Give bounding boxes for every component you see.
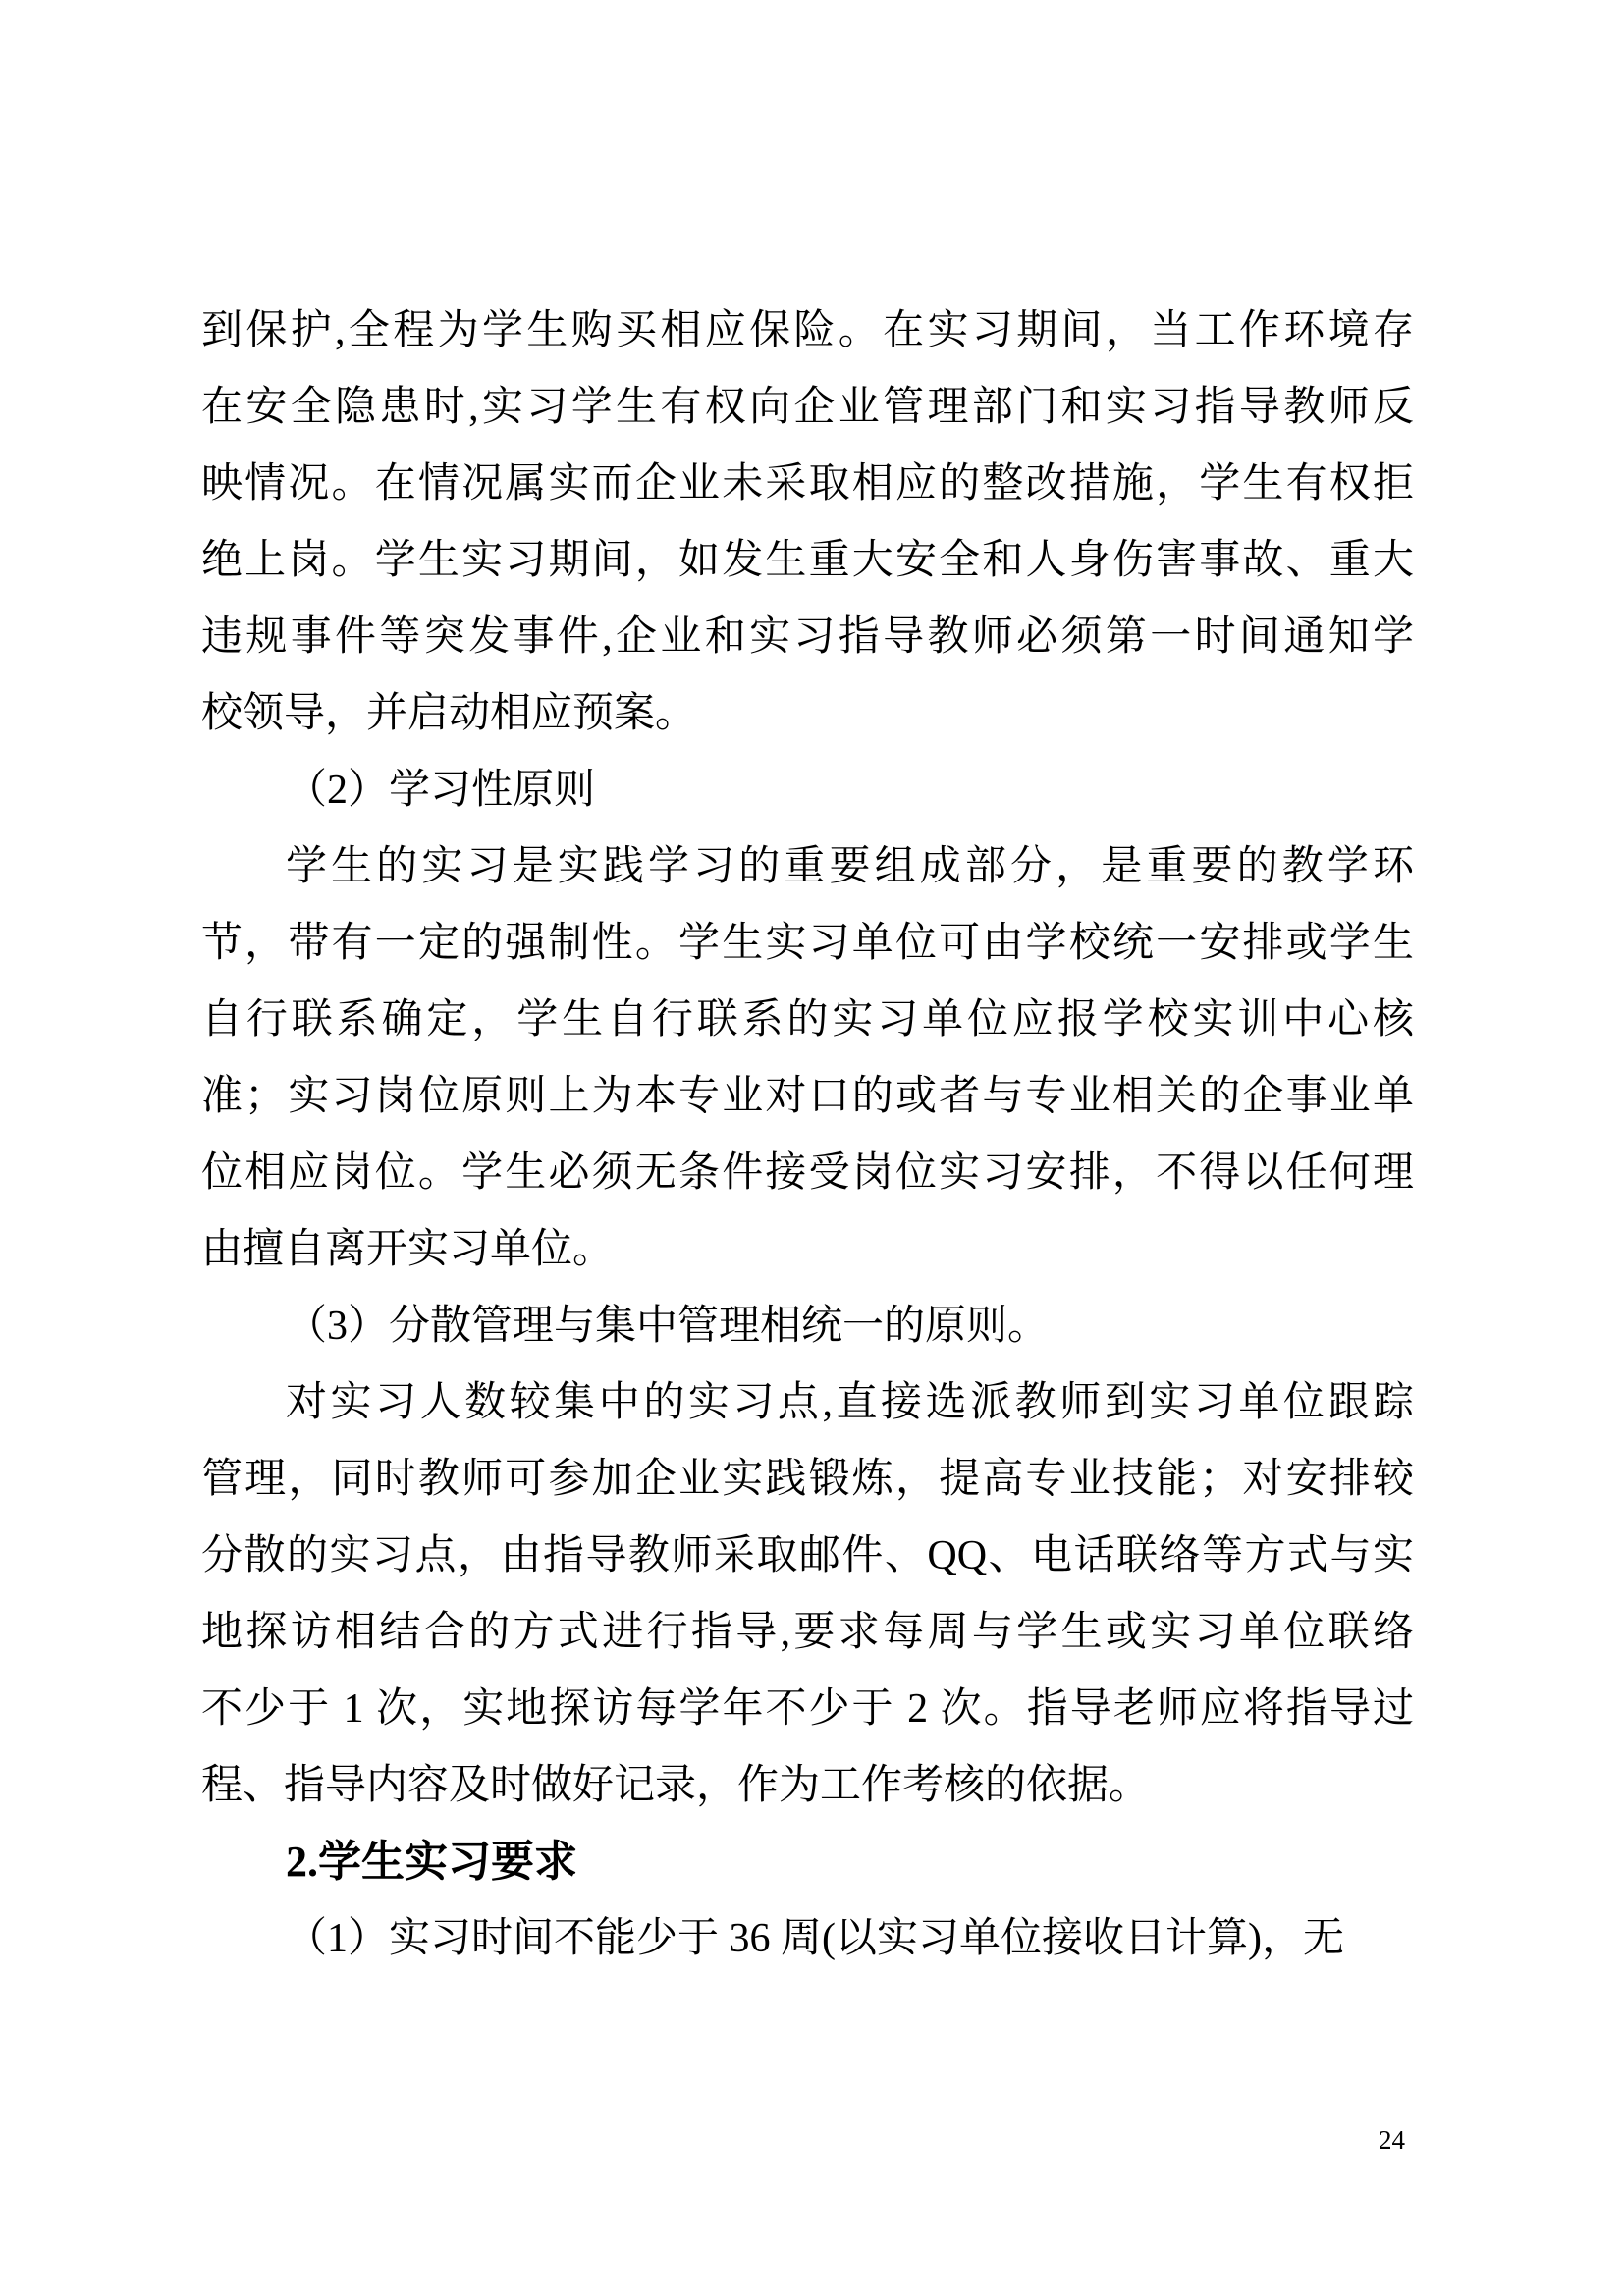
text-line: 节，带有一定的强制性。学生实习单位可由学校统一安排或学生 [201,921,1414,966]
text-line: 到保护,全程为学生购买相应保险。在实习期间，当工作环境存 [201,308,1414,353]
text-line: 位相应岗位。学生必须无条件接受岗位实习安排，不得以任何理 [201,1150,1414,1196]
text-line: 对实习人数较集中的实习点,直接选派教师到实习单位跟踪 [286,1380,1414,1425]
text-line: 学生的实习是实践学习的重要组成部分，是重要的教学环 [286,844,1414,889]
text-line: 绝上岗。学生实习期间，如发生重大安全和人身伤害事故、重大 [201,538,1414,583]
text-line: 准；实习岗位原则上为本专业对口的或者与专业相关的企事业单 [201,1074,1414,1119]
text-line: 管理，同时教师可参加企业实践锻炼，提高专业技能；对安排较 [201,1457,1414,1502]
text-line: 不少于 1 次，实地探访每学年不少于 2 次。指导老师应将指导过 [201,1686,1414,1732]
text-line: 自行联系确定，学生自行联系的实习单位应报学校实训中心核 [201,997,1414,1042]
text-line: （1）实习时间不能少于 36 周(以实习单位接收日计算)，无 [286,1916,1344,1961]
text-line: 2.学生实习要求 [286,1838,577,1886]
text-line: 校领导，并启动相应预案。 [201,691,697,736]
text-line: 地探访相结合的方式进行指导,要求每周与学生或实习单位联络 [201,1610,1414,1655]
text-line: 由擅自离开实习单位。 [201,1227,615,1272]
text-line: 分散的实习点，由指导教师采取邮件、QQ、电话联络等方式与实 [201,1533,1414,1578]
text-line: 映情况。在情况属实而企业未采取相应的整改措施，学生有权拒 [201,461,1414,507]
text-line: 程、指导内容及时做好记录，作为工作考核的依据。 [201,1763,1151,1808]
page-body [201,293,1414,1977]
text-line: 在安全隐患时,实习学生有权向企业管理部门和实习指导教师反 [201,385,1414,430]
text-line: 违规事件等突发事件,企业和实习指导教师必须第一时间通知学 [201,614,1414,660]
text-line: （3）分散管理与集中管理相统一的原则。 [286,1304,1050,1349]
text-line: （2）学习性原则 [286,768,596,813]
page-number: 24 [1379,2125,1405,2155]
